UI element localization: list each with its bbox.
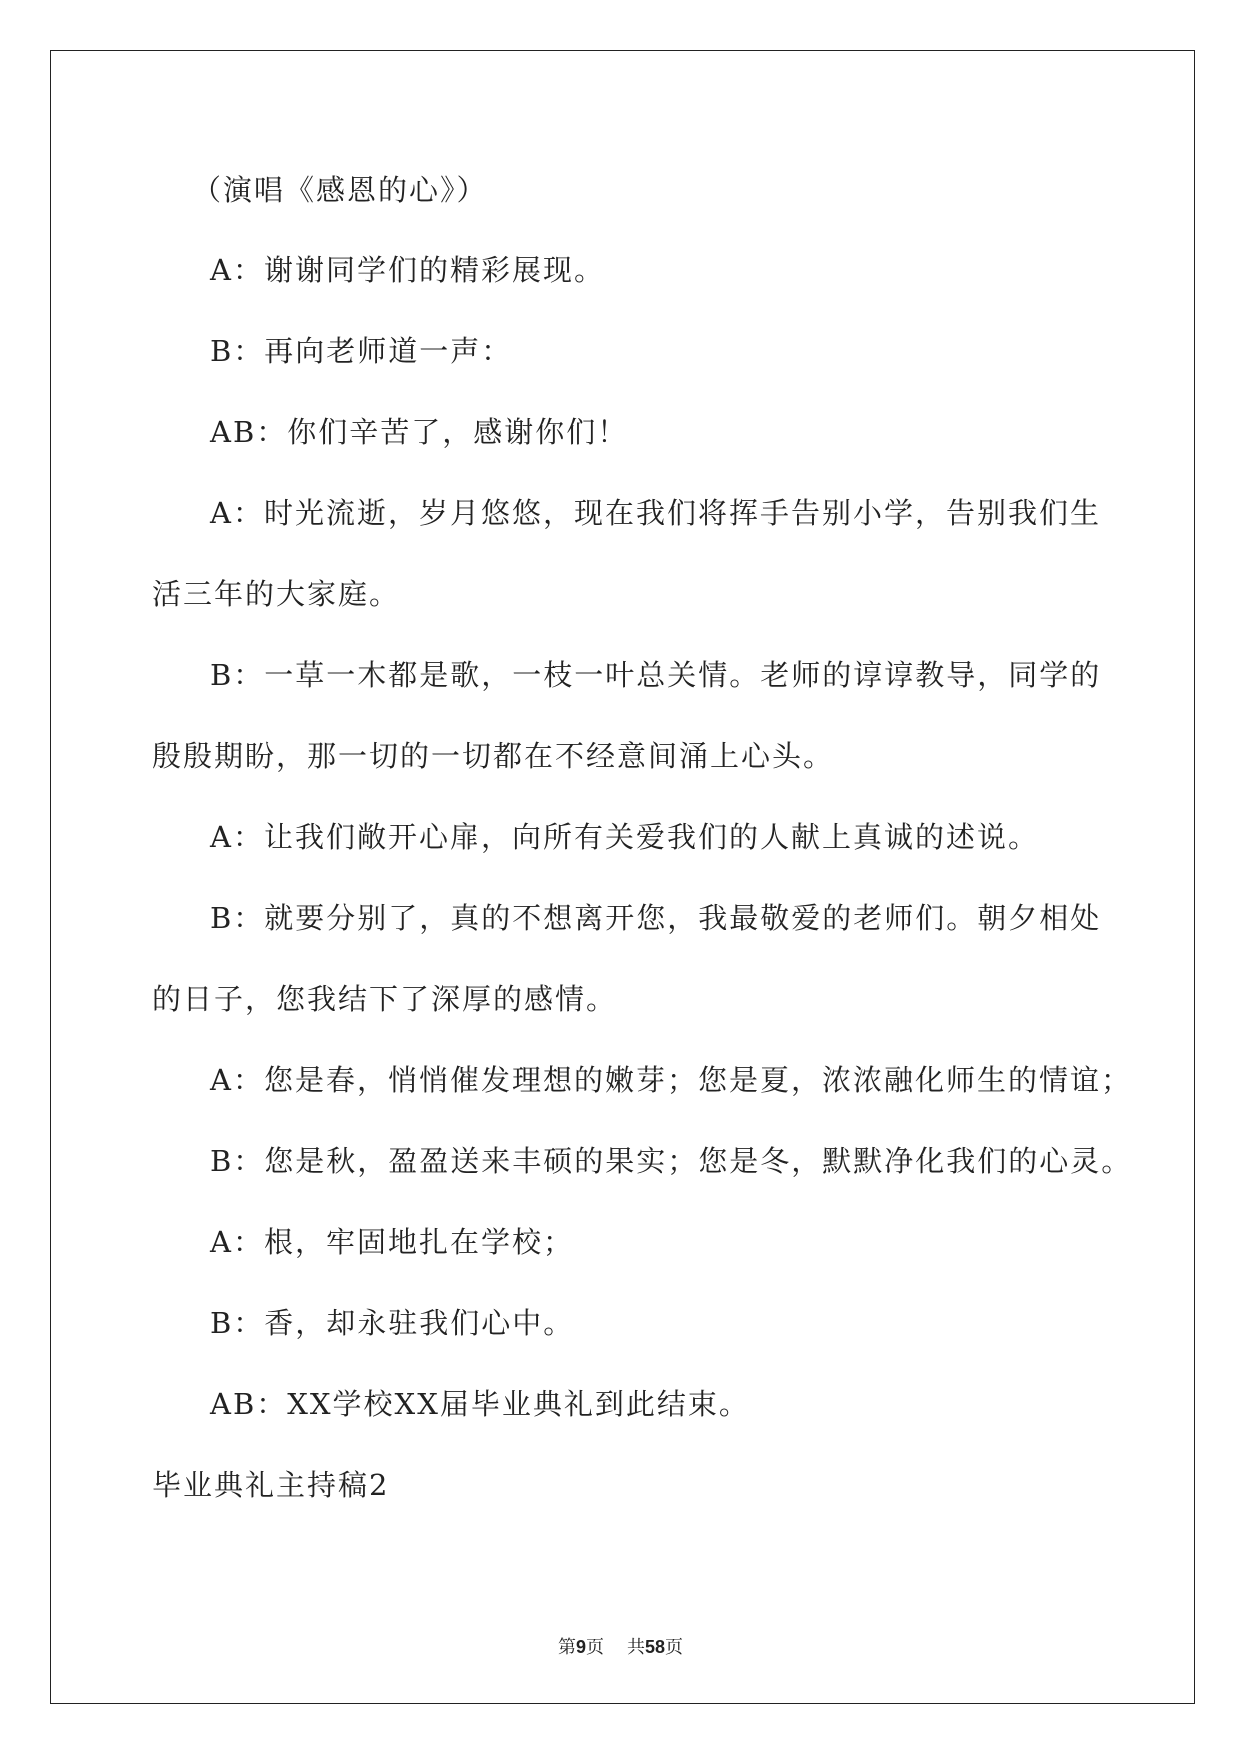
paragraph-line: B：再向老师道一声： bbox=[210, 334, 513, 368]
paragraph-line: B：一草一木都是歌，一枝一叶总关情。老师的谆谆教导，同学的 bbox=[210, 658, 1102, 692]
paragraph-line: 殷殷期盼，那一切的一切都在不经意间涌上心头。 bbox=[152, 739, 835, 773]
paragraph-line: 的日子，您我结下了深厚的感情。 bbox=[152, 982, 618, 1016]
footer-page-number: 9 bbox=[576, 1637, 587, 1657]
paragraph-line: AB：XX学校XX届毕业典礼到此结束。 bbox=[210, 1387, 750, 1421]
paragraph-line: B：香，却永驻我们心中。 bbox=[210, 1306, 575, 1340]
paragraph-line: 活三年的大家庭。 bbox=[152, 577, 401, 611]
footer-total-suffix: 页 bbox=[664, 1637, 683, 1658]
footer-total-prefix: 共 bbox=[626, 1637, 645, 1658]
paragraph-line: A：让我们敞开心扉，向所有关爱我们的人献上真诚的述说。 bbox=[210, 820, 1039, 854]
paragraph-line: B：您是秋，盈盈送来丰硕的果实；您是冬，默默净化我们的心灵。 bbox=[210, 1144, 1133, 1178]
paragraph-line: B：就要分别了，真的不想离开您，我最敬爱的老师们。朝夕相处 bbox=[210, 901, 1102, 935]
paragraph-line: AB：你们辛苦了，感谢你们！ bbox=[210, 415, 629, 449]
paragraph-line: （演唱《感恩的心》） bbox=[192, 173, 488, 207]
paragraph-line: A：谢谢同学们的精彩展现。 bbox=[210, 253, 605, 287]
paragraph-line: A：您是春，悄悄催发理想的嫩芽；您是夏，浓浓融化师生的情谊； bbox=[210, 1063, 1132, 1097]
paragraph-line: A：根，牢固地扎在学校； bbox=[210, 1225, 574, 1259]
page-footer bbox=[0, 1633, 1241, 1659]
footer-total-pages: 58 bbox=[644, 1637, 665, 1657]
paragraph-line: A：时光流逝，岁月悠悠，现在我们将挥手告别小学，告别我们生 bbox=[210, 496, 1101, 530]
footer-page-suffix: 页 bbox=[586, 1637, 605, 1658]
footer-prefix: 第 bbox=[558, 1637, 577, 1658]
page-frame bbox=[50, 50, 1195, 1704]
section-heading: 毕业典礼主持稿2 bbox=[152, 1468, 390, 1502]
